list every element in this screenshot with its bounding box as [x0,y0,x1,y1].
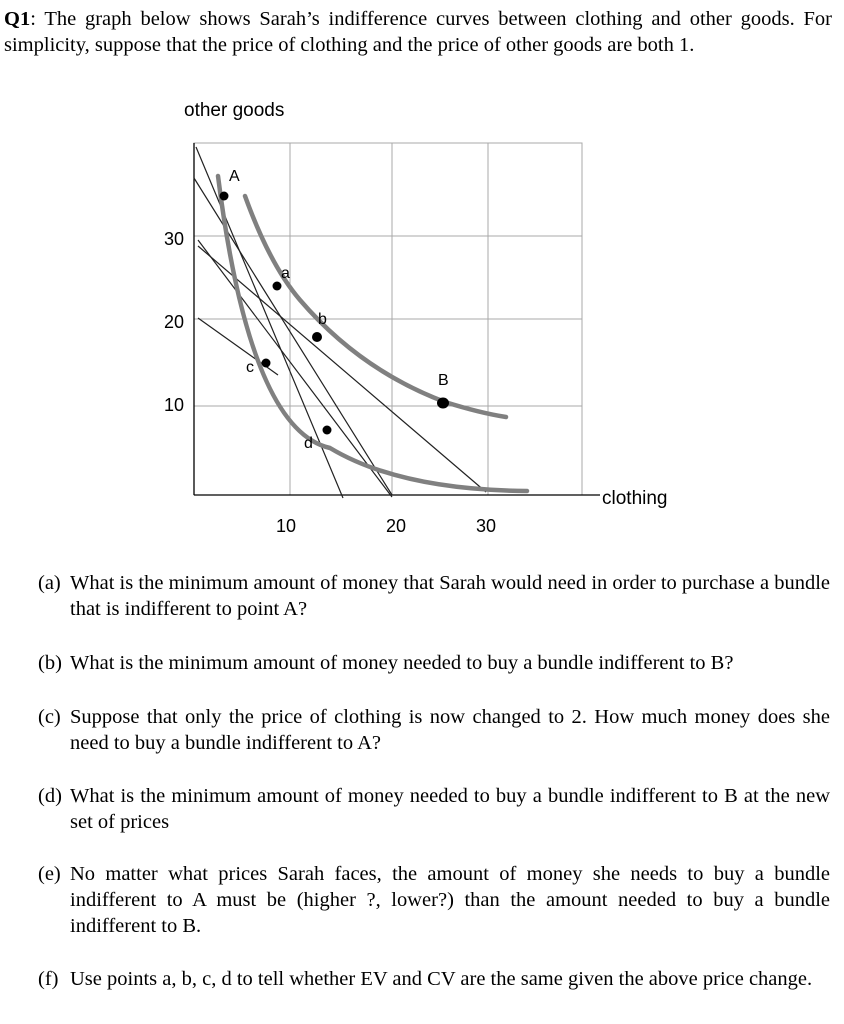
subquestion-e [38,861,830,939]
subquestion-d [38,783,830,835]
subquestion-b [38,650,830,676]
indifference-curves [218,176,527,491]
x-tick-30: 30 [476,516,497,536]
y-axis-label: other goods [184,100,285,121]
point-c-label: c [246,359,254,376]
x-tick-10: 10 [276,516,297,536]
indifference-curve-B [245,196,506,417]
subquestion-e-label: (e) [38,863,61,885]
point-B-label: B [438,372,449,389]
subquestion-b-label: (b) [38,652,62,674]
subquestion-f-label: (f) [38,968,59,990]
x-tick-20: 20 [386,516,407,536]
y-tick-20: 20 [164,312,185,332]
subquestion-f-text: Use points a, b, c, d to tell whether EV and CV are the same given the above price change. [70,968,813,990]
point-d-label: d [304,435,313,452]
question-intro-text: : The graph below shows Sarah’s indifference curves between clothing and other goods. For simplicity, suppose that the price of clothing and the price of other goods are both 1. [4,8,832,56]
point-A-label: A [229,168,240,185]
subquestion-c-text: Suppose that only the price of clothing is now changed to 2. How much money does she need to buy a bundle indifferent to A? [70,706,830,754]
question-number: Q1 [4,8,31,30]
subquestion-d-text: What is the minimum amount of money needed to buy a bundle indifferent to B at the new set of prices [70,785,830,833]
subquestion-a-text: What is the minimum amount of money that Sarah would need in order to purchase a bundle that is indifferent to point A? [70,572,830,620]
subquestion-e-text: No matter what prices Sarah faces, the amount of money she needs to buy a bundle indifferent to A must be (higher ?, lower?) than the amount needed to buy a bundle indifferent to B. [70,863,830,937]
point-d-marker [323,426,332,435]
subquestion-c-label: (c) [38,706,61,728]
subquestion-b-text: What is the minimum amount of money needed to buy a bundle indifferent to B? [70,652,734,674]
budget-line-c [198,240,392,497]
point-A-marker [220,192,229,201]
point-b-marker [312,332,322,342]
subquestion-a-label: (a) [38,572,61,594]
subquestion-d-label: (d) [38,785,62,807]
subquestion-f [38,966,830,992]
x-axis-label: clothing [602,488,668,509]
budget-lines [194,147,486,498]
point-B-marker [437,398,449,409]
y-tick-10: 10 [164,395,185,415]
points [220,192,450,435]
subquestion-c [38,704,830,756]
indifference-curve-A [218,176,527,491]
y-tick-30: 30 [164,229,185,249]
subquestion-a [38,570,830,622]
grid [194,143,582,495]
point-a-marker [273,282,282,291]
point-a-label: a [281,265,290,282]
point-c-marker [262,359,271,368]
point-b-label: b [318,311,327,328]
